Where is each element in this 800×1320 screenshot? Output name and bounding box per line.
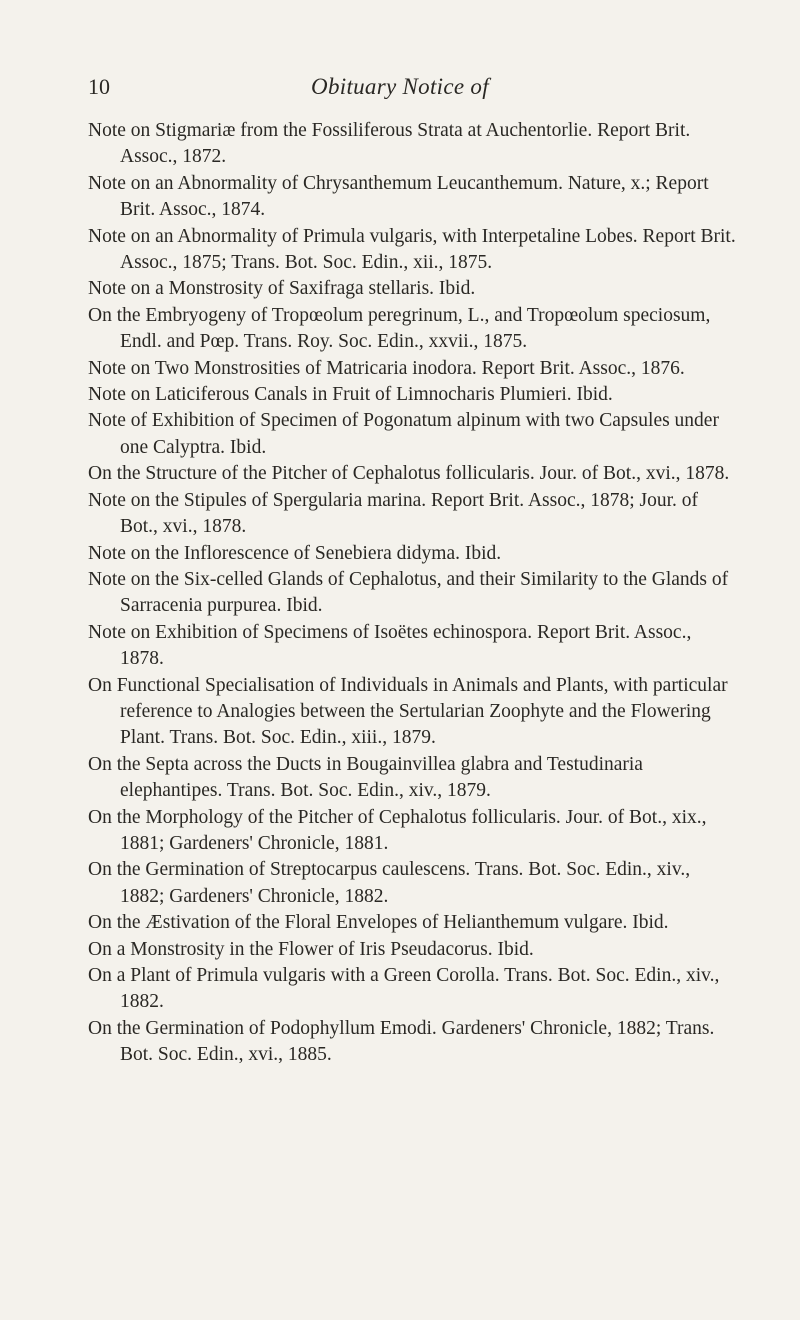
bibliography-entry: On the Embryogeny of Tropœolum peregrinum, L., and Tropœolum speciosum, Endl. and Pœp. Trans. Roy. Soc. Edin., xxvii., 1875.	[88, 304, 711, 353]
bibliography-entry: On a Plant of Primula vulgaris with a Green Corolla. Trans. Bot. Soc. Edin., xiv., 1882.	[88, 965, 720, 1013]
bibliography-entry: On the Germination of Podophyllum Emodi. Gardeners' Chronicle, 1882; Trans. Bot. Soc. Edin., xvi., 1885.	[88, 1017, 715, 1066]
bibliography-list	[88, 118, 738, 1069]
bibliography-entry: Note on the Stipules of Spergularia marina. Report Brit. Assoc., 1878; Jour. of Bot., xvi., 1878.	[88, 489, 699, 538]
running-title: Obituary Notice of	[311, 74, 489, 99]
bibliography-entry: Note on Laticiferous Canals in Fruit of Limnocharis Plumieri. Ibid.	[88, 384, 613, 406]
bibliography-entry: Note on Exhibition of Specimens of Isoëtes echinospora. Report Brit. Assoc., 1878.	[88, 621, 692, 670]
bibliography-entry: Note on an Abnormality of Chrysanthemum Leucanthemum. Nature, x.; Report Brit. Assoc., 1874.	[88, 172, 709, 221]
bibliography-entry: On the Structure of the Pitcher of Cephalotus follicularis. Jour. of Bot., xvi., 1878.	[88, 463, 730, 485]
bibliography-entry: On a Monstrosity in the Flower of Iris Pseudacorus. Ibid.	[88, 938, 534, 960]
bibliography-entry: Note on the Inflorescence of Senebiera didyma. Ibid.	[88, 542, 502, 564]
bibliography-entry: On the Germination of Streptocarpus caulescens. Trans. Bot. Soc. Edin., xiv., 1882; Gardeners' Chronicle, 1882.	[88, 859, 691, 907]
bibliography-entry: Note on a Monstrosity of Saxifraga stellaris. Ibid.	[88, 278, 476, 300]
bibliography-entry: On the Morphology of the Pitcher of Cephalotus follicularis. Jour. of Bot., xix., 1881; Gardeners' Chronicle, 1881.	[88, 806, 707, 854]
bibliography-entry: On the Septa across the Ducts in Bougainvillea glabra and Testudinaria elephantipes. Trans. Bot. Soc. Edin., xiv., 1879.	[88, 753, 643, 802]
bibliography-entry: Note of Exhibition of Specimen of Pogonatum alpinum with two Capsules under one Calyptra. Ibid.	[88, 410, 719, 458]
bibliography-entry: Note on the Six-celled Glands of Cephalotus, and their Similarity to the Glands of Sarracenia purpurea. Ibid.	[88, 568, 729, 617]
page-header	[0, 74, 800, 104]
bibliography-entry: Note on Stigmariæ from the Fossiliferous Strata at Auchentorlie. Report Brit. Assoc., 1872.	[88, 120, 691, 168]
bibliography-entry: On the Æstivation of the Floral Envelopes of Helianthemum vulgare. Ibid.	[88, 912, 669, 934]
bibliography-entry: Note on Two Monstrosities of Matricaria inodora. Report Brit. Assoc., 1876.	[88, 357, 685, 379]
bibliography-entry: On Functional Specialisation of Individuals in Animals and Plants, with particular reference to Analogies between the Sertularian Zoophyte and the Flowering Plant. Trans. Bot. Soc. Edin., xiii., 1879.	[88, 674, 728, 749]
bibliography-entry: Note on an Abnormality of Primula vulgaris, with Interpetaline Lobes. Report Brit. Assoc., 1875; Trans. Bot. Soc. Edin., xii., 1875.	[88, 225, 736, 274]
page-number: 10	[88, 74, 110, 99]
